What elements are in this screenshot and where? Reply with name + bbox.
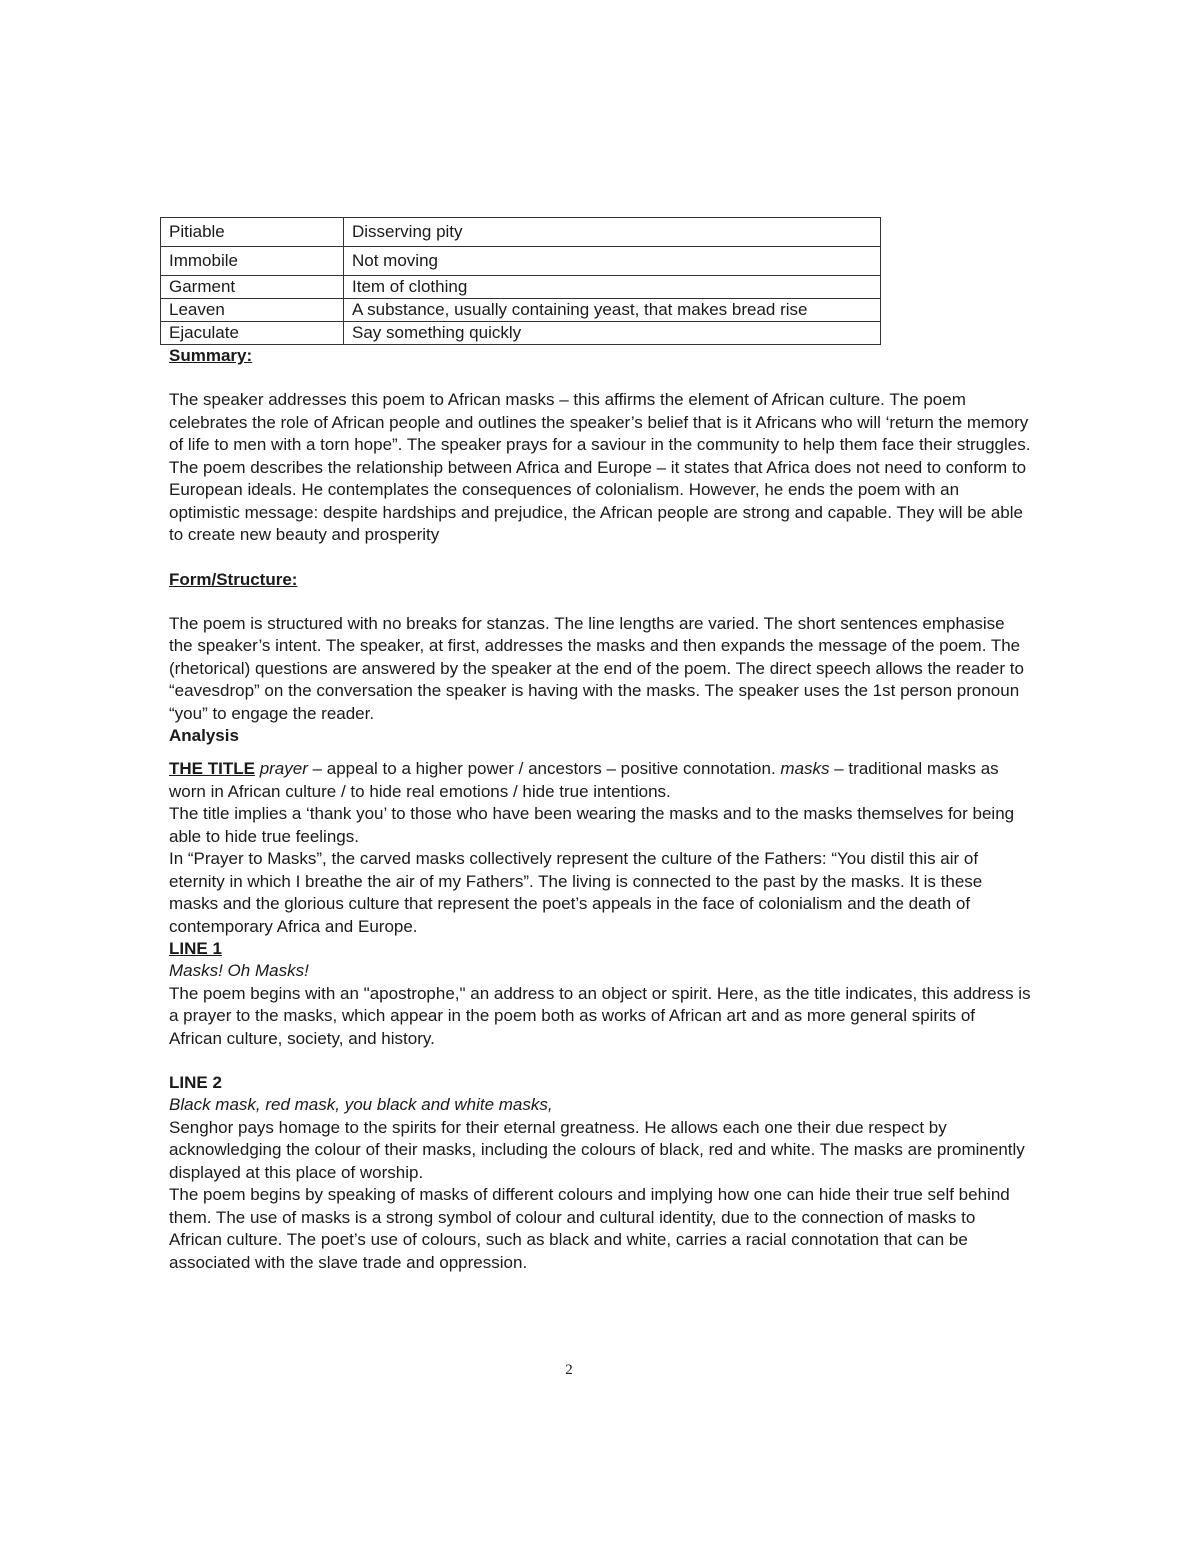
vocab-term: Ejaculate [161, 322, 344, 345]
line1-quote: Masks! Oh Masks! [169, 961, 309, 980]
table-row [161, 218, 881, 247]
vocab-definition: Say something quickly [344, 322, 881, 345]
summary-heading: Summary: [169, 346, 253, 365]
vocab-definition: A substance, usually containing yeast, that makes bread rise [344, 299, 881, 322]
line2-text-2: The poem begins by speaking of masks of different colours and implying how one can hide their true self behind them. The use of masks is a strong symbol of colour and cultural identity, due to the connection of masks to African culture. The poet’s use of colours, such as black and white, carries a racial connotation that can be associated with the slave trade and oppression. [169, 1185, 1010, 1272]
line2-text-1: Senghor pays homage to the spirits for their eternal greatness. He allows each one their due respect by acknowledging the colour of their masks, including the colours of black, red and white. The masks are prominently displayed at this place of worship. [169, 1117, 1025, 1182]
table-row [161, 299, 881, 322]
line1-heading: LINE 1 [169, 939, 222, 958]
title-word-prayer: prayer [259, 759, 308, 778]
title-analysis-paragraph [169, 758, 1031, 803]
table-row [161, 322, 881, 345]
vocabulary-table [160, 217, 881, 345]
page-content [169, 217, 1031, 1274]
analysis-heading: Analysis [169, 726, 239, 745]
vocab-definition: Disserving pity [344, 218, 881, 247]
line1-text: The poem begins with an "apostrophe," an address to an object or spirit. Here, as the title indicates, this address is a prayer to the masks, which appear in the poem both as works of African art and as more general spirits of African culture, society, and history. [169, 983, 1031, 1048]
title-text-masks: – traditional masks as worn in African culture / to hide real emotions / hide true intentions. [169, 759, 999, 801]
vocab-term: Leaven [161, 299, 344, 322]
vocab-term: Garment [161, 276, 344, 299]
vocab-term: Immobile [161, 247, 344, 276]
form-text: The poem is structured with no breaks for stanzas. The line lengths are varied. The short sentences emphasise the speaker’s intent. The speaker, at first, addresses the masks and then expands the message of the poem. The (rhetorical) questions are answered by the speaker at the end of the poem. The direct speech allows the reader to “eavesdrop” on the conversation the speaker is having with the masks. The speaker uses the 1st person pronoun “you” to engage the reader. [169, 613, 1024, 723]
title-text-prayer: – appeal to a higher power / ancestors – positive connotation. [307, 759, 781, 778]
title-word-masks: masks [780, 759, 830, 778]
title-label: THE TITLE [169, 759, 255, 778]
title-analysis-paragraph-2: The title implies a ‘thank you’ to those who have been wearing the masks and to the masks themselves for being able to hide true feelings. [169, 804, 1015, 846]
title-analysis-paragraph-3: In “Prayer to Masks”, the carved masks collectively represent the culture of the Fathers: “You distil this air of eternity in which I breathe the air of my Fathers”. The living is connected to the past by the masks. It is these masks and the glorious culture that represent the poet’s appeals in the face of colonialism and the death of contemporary Africa and Europe. [169, 849, 983, 936]
line2-heading: LINE 2 [169, 1073, 222, 1092]
page-number: 2 [565, 1362, 573, 1378]
vocab-definition: Not moving [344, 247, 881, 276]
form-heading: Form/Structure: [169, 569, 298, 589]
vocab-definition: Item of clothing [344, 276, 881, 299]
summary-text: The speaker addresses this poem to African masks – this affirms the element of African culture. The poem celebrates the role of African people and outlines the speaker’s belief that is it Africans who will ‘return the memory of life to men with a torn hope”. The speaker prays for a saviour in the community to help them face their struggles. The poem describes the relationship between Africa and Europe – it states that Africa does not need to conform to European ideals. He contemplates the consequences of colonialism. However, he ends the poem with an optimistic message: despite hardships and prejudice, the African people are strong and capable. They will be able to create new beauty and prosperity [169, 390, 1031, 544]
line2-quote: Black mask, red mask, you black and white masks, [169, 1095, 553, 1114]
table-row [161, 276, 881, 299]
table-row [161, 247, 881, 276]
vocab-term: Pitiable [161, 218, 344, 247]
